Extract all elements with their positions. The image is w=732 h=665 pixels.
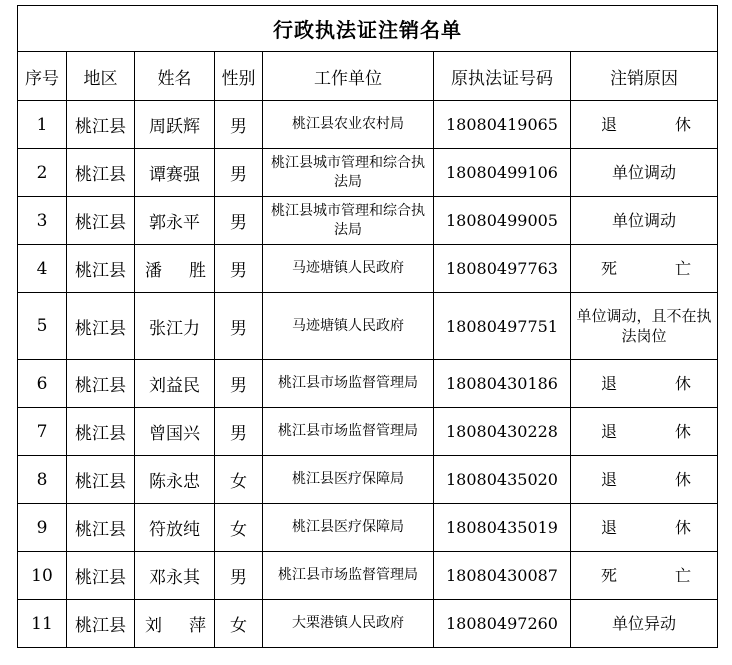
- cell-unit: 桃江县医疗保障局: [263, 504, 434, 552]
- header-index: 序号: [18, 52, 67, 101]
- cell-name: 周跃辉: [135, 101, 215, 149]
- cell-gender: 男: [215, 293, 263, 360]
- cell-region: 桃江县: [67, 600, 135, 648]
- cell-reason: 退 休: [571, 456, 718, 504]
- cell-index: 4: [18, 245, 67, 293]
- cell-region: 桃江县: [67, 293, 135, 360]
- table-row: [18, 600, 718, 648]
- cell-index: 2: [18, 149, 67, 197]
- cell-region: 桃江县: [67, 456, 135, 504]
- cell-unit: 桃江县市场监督管理局: [263, 552, 434, 600]
- table-row: [18, 293, 718, 360]
- cell-cert-number: 18080499005: [434, 197, 571, 245]
- cell-reason: 退 休: [571, 360, 718, 408]
- cell-index: 9: [18, 504, 67, 552]
- header-gender: 性别: [215, 52, 263, 101]
- cell-unit: 桃江县农业农村局: [263, 101, 434, 149]
- cell-gender: 男: [215, 552, 263, 600]
- table-row: [18, 552, 718, 600]
- table-row: [18, 149, 718, 197]
- cell-cert-number: 18080430228: [434, 408, 571, 456]
- cell-name: 张江力: [135, 293, 215, 360]
- cell-unit: 桃江县市场监督管理局: [263, 360, 434, 408]
- header-name: 姓名: [135, 52, 215, 101]
- cell-reason: 退 休: [571, 101, 718, 149]
- cell-name: 郭永平: [135, 197, 215, 245]
- cell-gender: 男: [215, 101, 263, 149]
- cell-unit: 大栗港镇人民政府: [263, 600, 434, 648]
- cell-name: 陈永忠: [135, 456, 215, 504]
- cell-region: 桃江县: [67, 197, 135, 245]
- header-reason: 注销原因: [571, 52, 718, 101]
- cell-cert-number: 18080419065: [434, 101, 571, 149]
- cell-gender: 女: [215, 504, 263, 552]
- cell-index: 11: [18, 600, 67, 648]
- roster-container: [17, 5, 718, 648]
- cell-cert-number: 18080497260: [434, 600, 571, 648]
- cell-gender: 女: [215, 456, 263, 504]
- cell-unit: 马迹塘镇人民政府: [263, 245, 434, 293]
- table-row: [18, 360, 718, 408]
- cell-unit: 桃江县市场监督管理局: [263, 408, 434, 456]
- cell-unit: 桃江县城市管理和综合执法局: [263, 149, 434, 197]
- cell-index: 6: [18, 360, 67, 408]
- cell-region: 桃江县: [67, 552, 135, 600]
- cell-gender: 男: [215, 197, 263, 245]
- cell-reason: 单位调动: [571, 149, 718, 197]
- table-row: [18, 456, 718, 504]
- header-row: [18, 52, 718, 101]
- cell-region: 桃江县: [67, 101, 135, 149]
- cell-cert-number: 18080430186: [434, 360, 571, 408]
- cell-gender: 男: [215, 360, 263, 408]
- cell-index: 1: [18, 101, 67, 149]
- cell-name: 曾国兴: [135, 408, 215, 456]
- cell-reason: 死 亡: [571, 245, 718, 293]
- cell-name: 潘 胜: [135, 245, 215, 293]
- cancellation-table: [17, 5, 718, 648]
- header-cert: 原执法证号码: [434, 52, 571, 101]
- cell-reason: 单位异动: [571, 600, 718, 648]
- cell-unit: 马迹塘镇人民政府: [263, 293, 434, 360]
- cell-index: 3: [18, 197, 67, 245]
- cell-region: 桃江县: [67, 360, 135, 408]
- cell-index: 5: [18, 293, 67, 360]
- cell-region: 桃江县: [67, 245, 135, 293]
- table-row: [18, 408, 718, 456]
- cell-cert-number: 18080499106: [434, 149, 571, 197]
- cell-reason: 退 休: [571, 408, 718, 456]
- cell-name: 邓永其: [135, 552, 215, 600]
- cell-index: 8: [18, 456, 67, 504]
- cell-cert-number: 18080430087: [434, 552, 571, 600]
- cell-index: 10: [18, 552, 67, 600]
- table-row: [18, 197, 718, 245]
- cell-name: 刘益民: [135, 360, 215, 408]
- cell-name: 符放纯: [135, 504, 215, 552]
- cell-unit: 桃江县城市管理和综合执法局: [263, 197, 434, 245]
- cell-name: 谭赛强: [135, 149, 215, 197]
- cell-cert-number: 18080435020: [434, 456, 571, 504]
- table-row: [18, 504, 718, 552]
- cell-unit: 桃江县医疗保障局: [263, 456, 434, 504]
- cell-gender: 男: [215, 408, 263, 456]
- cell-region: 桃江县: [67, 149, 135, 197]
- table-row: [18, 101, 718, 149]
- cell-region: 桃江县: [67, 504, 135, 552]
- cell-cert-number: 18080435019: [434, 504, 571, 552]
- cell-gender: 男: [215, 245, 263, 293]
- cell-region: 桃江县: [67, 408, 135, 456]
- cell-gender: 女: [215, 600, 263, 648]
- header-unit: 工作单位: [263, 52, 434, 101]
- cell-reason: 退 休: [571, 504, 718, 552]
- page-title: 行政执法证注销名单: [18, 6, 718, 52]
- cell-name: 刘 萍: [135, 600, 215, 648]
- cell-cert-number: 18080497763: [434, 245, 571, 293]
- cell-gender: 男: [215, 149, 263, 197]
- cell-reason: 单位调动: [571, 197, 718, 245]
- cell-reason: 单位调动，且不在执法岗位: [571, 293, 718, 360]
- table-row: [18, 245, 718, 293]
- cell-index: 7: [18, 408, 67, 456]
- title-row: [18, 6, 718, 52]
- header-region: 地区: [67, 52, 135, 101]
- cell-cert-number: 18080497751: [434, 293, 571, 360]
- cell-reason: 死 亡: [571, 552, 718, 600]
